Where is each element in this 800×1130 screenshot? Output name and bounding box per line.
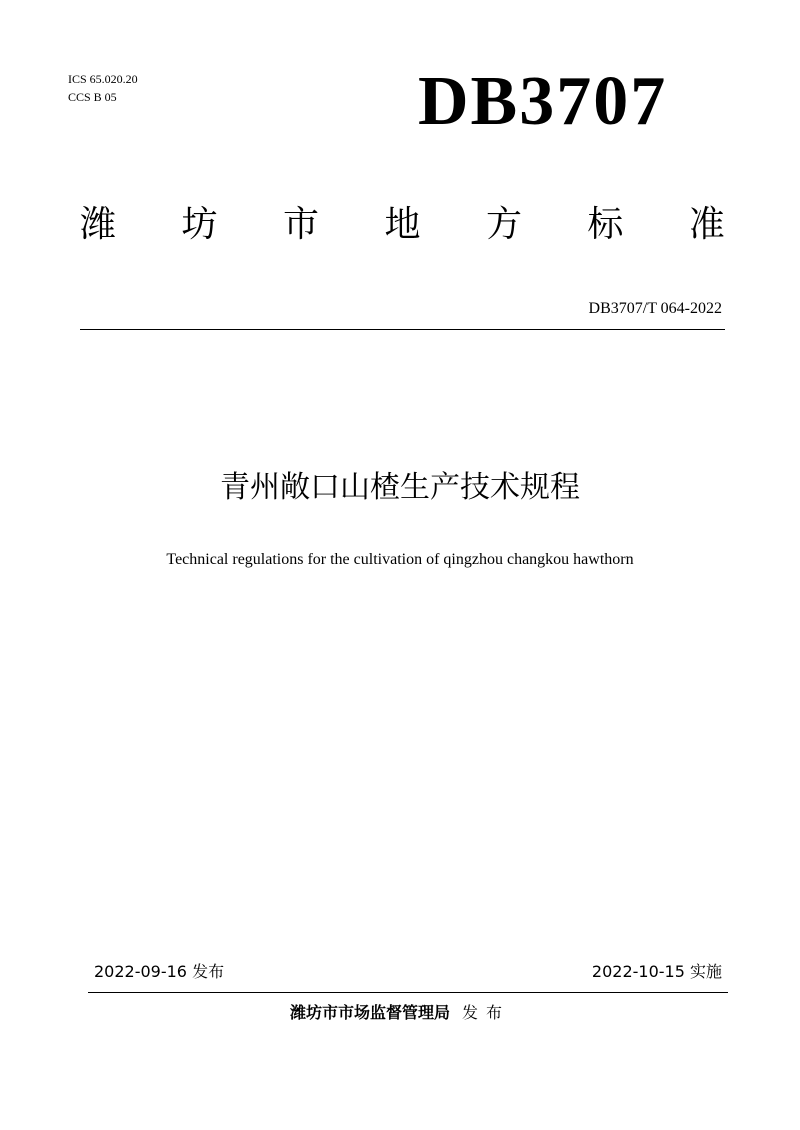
standard-type-char: 市 <box>282 204 319 245</box>
ics-code: ICS 65.020.20 <box>68 72 138 86</box>
top-divider <box>80 329 725 330</box>
issuer-line <box>0 1002 800 1024</box>
issuer-name: 潍坊市市场监督管理局 <box>289 1003 450 1022</box>
document-title: 青州敞口山楂生产技术规程 <box>220 470 580 505</box>
standard-type-title <box>80 200 725 250</box>
ccs-code: CCS B 05 <box>68 90 117 104</box>
standard-type-char: 地 <box>384 204 421 245</box>
standard-type-char: 坊 <box>181 204 218 245</box>
document-title-english: Technical regulations for the cultivation of qingzhou changkou hawthorn <box>166 551 634 568</box>
standard-type-char: 方 <box>485 204 522 245</box>
implementation-date: 2022-10-15 实施 <box>591 962 722 981</box>
standard-code: DB3707 <box>418 63 668 140</box>
standard-type-char: 准 <box>688 204 725 245</box>
bottom-divider <box>88 992 728 993</box>
issuer-action: 发布 <box>462 1003 511 1022</box>
classification-codes <box>68 70 138 106</box>
issue-date: 2022-09-16 发布 <box>94 962 225 981</box>
standard-number: DB3707/T 064-2022 <box>588 300 722 317</box>
standard-type-char: 标 <box>587 204 624 245</box>
standard-type-char: 潍 <box>80 204 117 245</box>
